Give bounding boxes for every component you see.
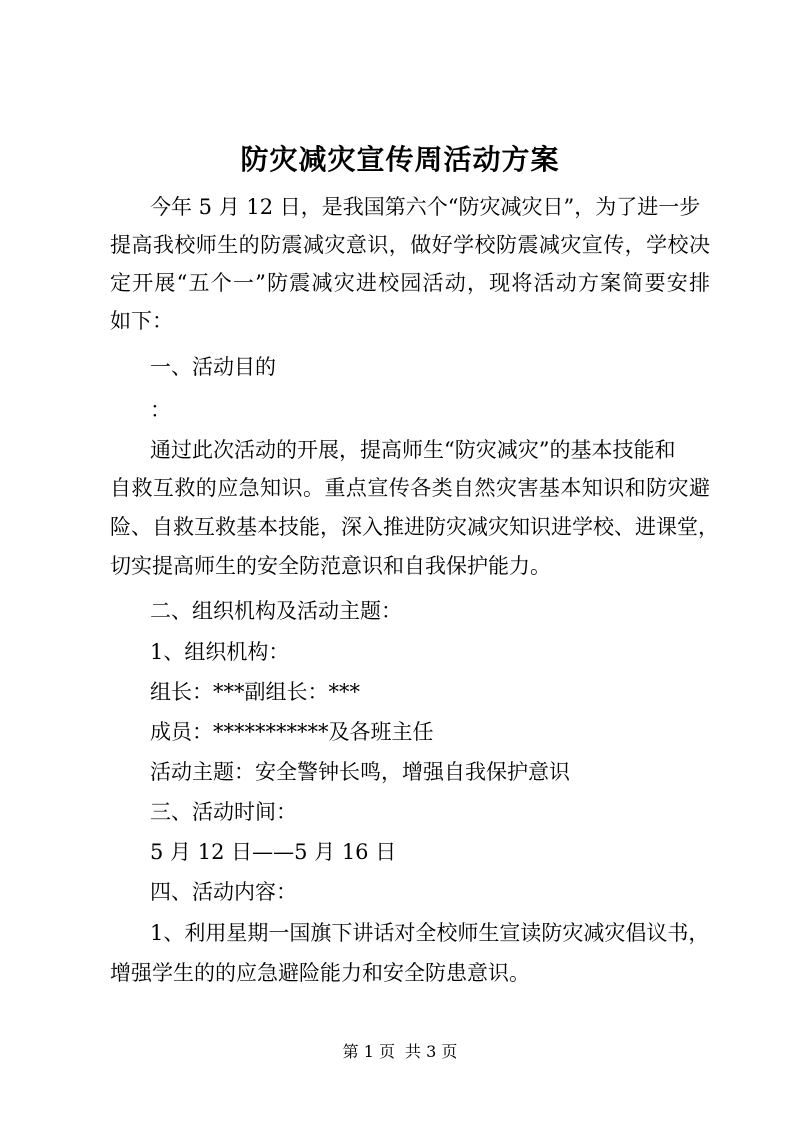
document-title: 防灾减灾宣传周活动方案 <box>240 143 560 176</box>
theme-line: 活动主题：安全警钟长鸣，增强自我保护意识 <box>150 760 570 784</box>
section-2-heading: 二、组织机构及活动主题： <box>150 599 402 623</box>
section-4-item-1-line-1: 1、利用星期一国旗下讲话对全校师生宣读防灾减灾倡议书， <box>150 921 710 945</box>
page-total: 共 3 页 <box>405 1042 458 1061</box>
section-3-heading: 三、活动时间： <box>150 800 297 824</box>
section-1-heading: 一、活动目的 <box>150 355 276 379</box>
intro-line-2: 提高我校师生的防震减灾意识，做好学校防震减灾宣传，学校决 <box>110 233 710 257</box>
section-4-item-1-line-2: 增强学生的的应急避险能力和安全防患意识。 <box>110 961 530 985</box>
section-1-line-2: 自救互救的应急知识。重点宣传各类自然灾害基本知识和防灾避 <box>110 476 710 500</box>
section-4-heading: 四、活动内容： <box>150 880 297 904</box>
intro-line-4: 如下： <box>110 309 173 333</box>
page-number: 第 1 页 <box>342 1042 395 1061</box>
intro-line-1: 今年 5 月 12 日，是我国第六个“防灾减灾日”，为了进一步 <box>150 195 701 219</box>
section-1-line-4: 切实提高师生的安全防范意识和自我保护能力。 <box>110 554 551 578</box>
date-line: 5 月 12 日——5 月 16 日 <box>150 840 397 864</box>
members-line: 成员：***********及各班主任 <box>150 720 434 744</box>
leaders-line: 组长：***副组长：*** <box>150 680 360 704</box>
intro-line-3: 定开展“五个一”防震减灾进校园活动，现将活动方案简要安排 <box>110 271 710 295</box>
page-footer <box>0 1041 800 1063</box>
section-1-colon: ： <box>150 398 171 422</box>
section-1-line-3: 险、自救互救基本技能，深入推进防灾减灾知识进学校、进课堂， <box>110 515 719 539</box>
section-2-sub-heading: 1、组织机构： <box>150 640 290 664</box>
section-1-line-1: 通过此次活动的开展，提高师生“防灾减灾”的基本技能和 <box>150 438 676 462</box>
